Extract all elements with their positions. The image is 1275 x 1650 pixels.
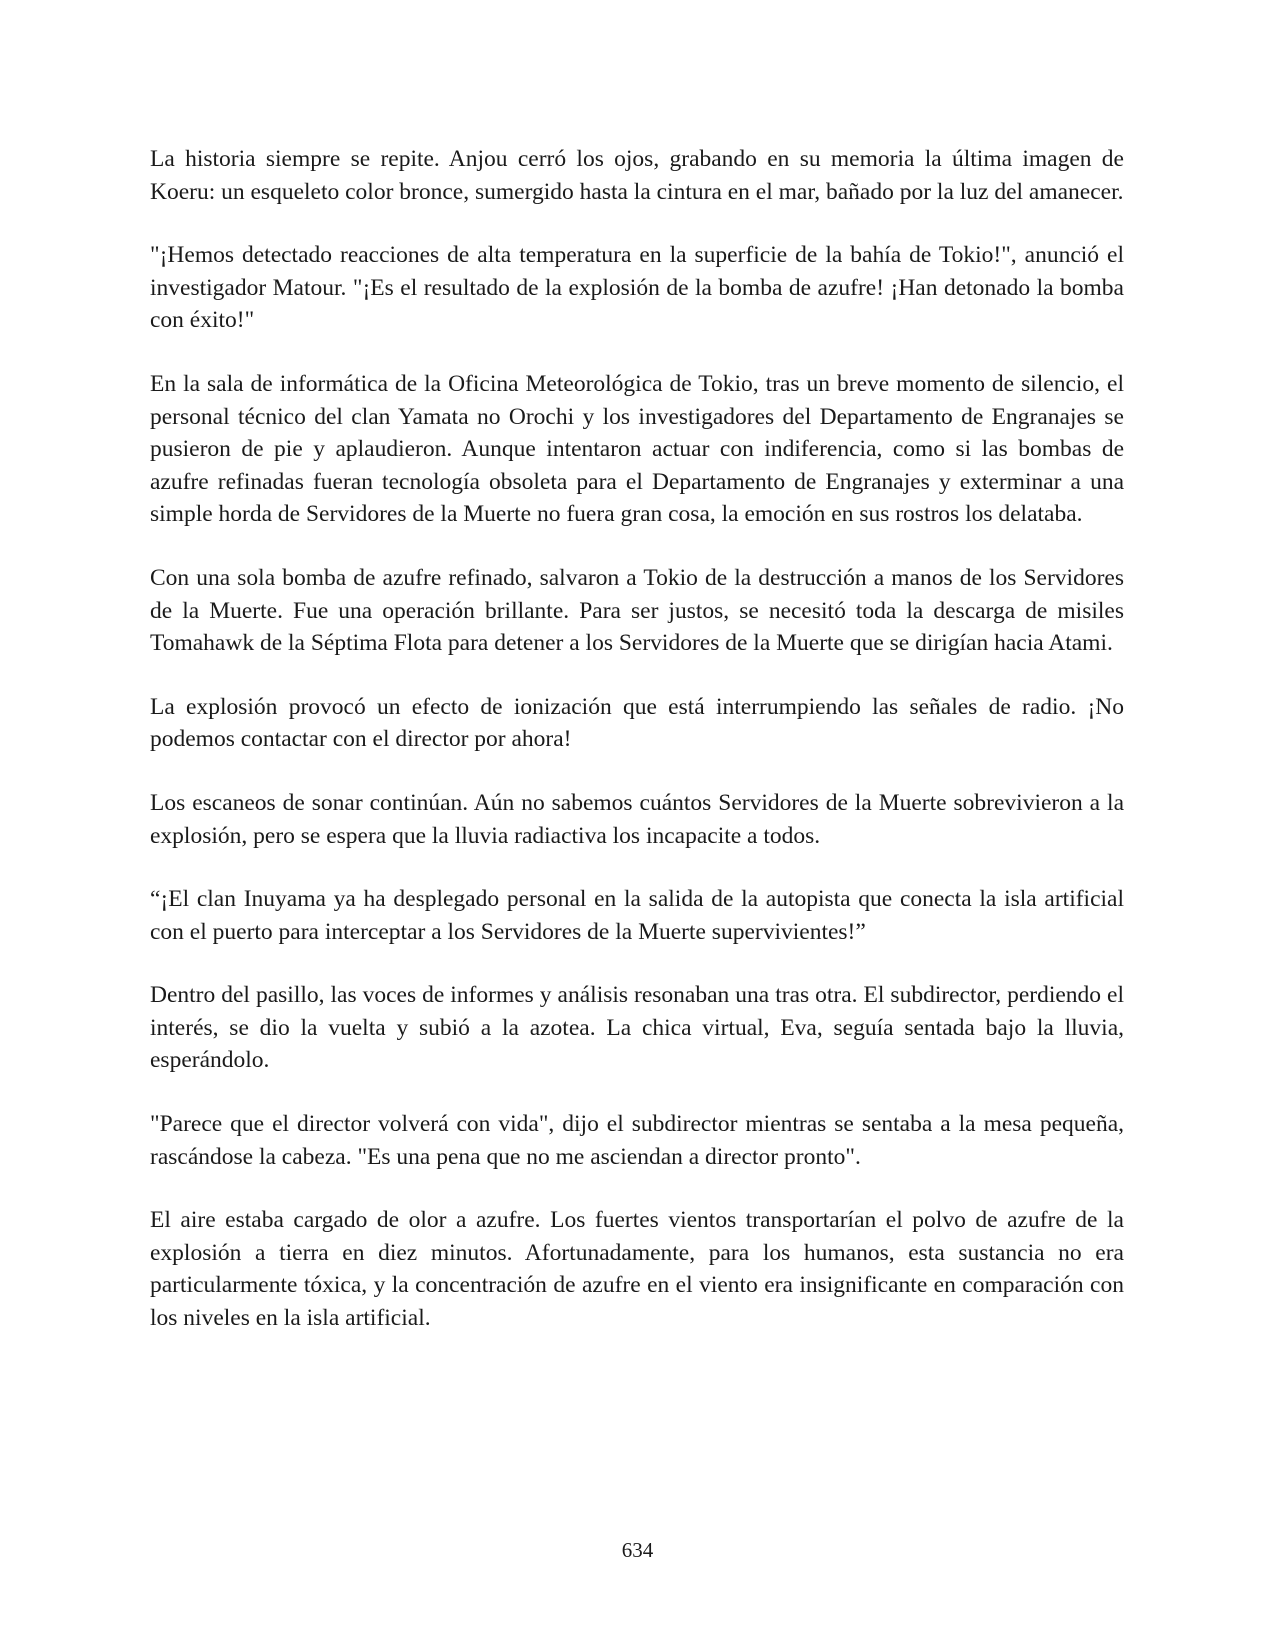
page-number: 634 [621, 1538, 654, 1562]
paragraph: La historia siempre se repite. Anjou cerró los ojos, grabando en su memoria la última imagen de Koeru: un esqueleto color bronce, sumergido hasta la cintura en el mar, bañado por la luz del amanecer. [150, 146, 1124, 205]
body-text [150, 143, 1124, 1366]
paragraph: En la sala de informática de la Oficina Meteorológica de Tokio, tras un breve momento de silencio, el personal técnico del clan Yamata no Orochi y los investigadores del Departamento de Engranajes se pusieron de pie y aplaudieron. Aunque intentaron actuar con indiferencia, como si las bombas de azufre refinadas fueran tecnología obsoleta para el Departamento de Engranajes y exterminar a una simple horda de Servidores de la Muerte no fuera gran cosa, la emoción en sus rostros los delataba. [150, 370, 1124, 528]
paragraph: “¡El clan Inuyama ya ha desplegado personal en la salida de la autopista que conecta la isla artificial con el puerto para interceptar a los Servidores de la Muerte supervivientes!” [150, 886, 1124, 945]
paragraph: Los escaneos de sonar continúan. Aún no sabemos cuántos Servidores de la Muerte sobrevivieron a la explosión, pero se espera que la lluvia radiactiva los incapacite a todos. [150, 789, 1124, 849]
paragraph: La explosión provocó un efecto de ionización que está interrumpiendo las señales de radio. ¡No podemos contactar con el director por ahora! [150, 693, 1124, 753]
paragraph: "¡Hemos detectado reacciones de alta temperatura en la superficie de la bahía de Tokio!", anunció el investigador Matour. "¡Es el resultado de la explosión de la bomba de azufre! ¡Han detonado la bomba con éxito!" [150, 242, 1124, 334]
paragraph: El aire estaba cargado de olor a azufre. Los fuertes vientos transportarían el polvo de azufre de la explosión a tierra en diez minutos. Afortunadamente, para los humanos, esta sustancia no era particularmente tóxica, y la concentración de azufre en el viento era insignificante en comparación con los niveles en la isla artificial. [150, 1207, 1124, 1332]
paragraph: "Parece que el director volverá con vida", dijo el subdirector mientras se sentaba a la mesa pequeña, rascándose la cabeza. "Es una pena que no me asciendan a director pronto". [150, 1111, 1124, 1170]
paragraph: Dentro del pasillo, las voces de informes y análisis resonaban una tras otra. El subdirector, perdiendo el interés, se dio la vuelta y subió a la azotea. La chica virtual, Eva, seguía sentada bajo la lluvia, esperándolo. [150, 982, 1124, 1074]
paragraph: Con una sola bomba de azufre refinado, salvaron a Tokio de la destrucción a manos de los Servidores de la Muerte. Fue una operación brillante. Para ser justos, se necesitó toda la descarga de misiles Tomahawk de la Séptima Flota para detener a los Servidores de la Muerte que se dirigían hacia Atami. [150, 564, 1124, 657]
